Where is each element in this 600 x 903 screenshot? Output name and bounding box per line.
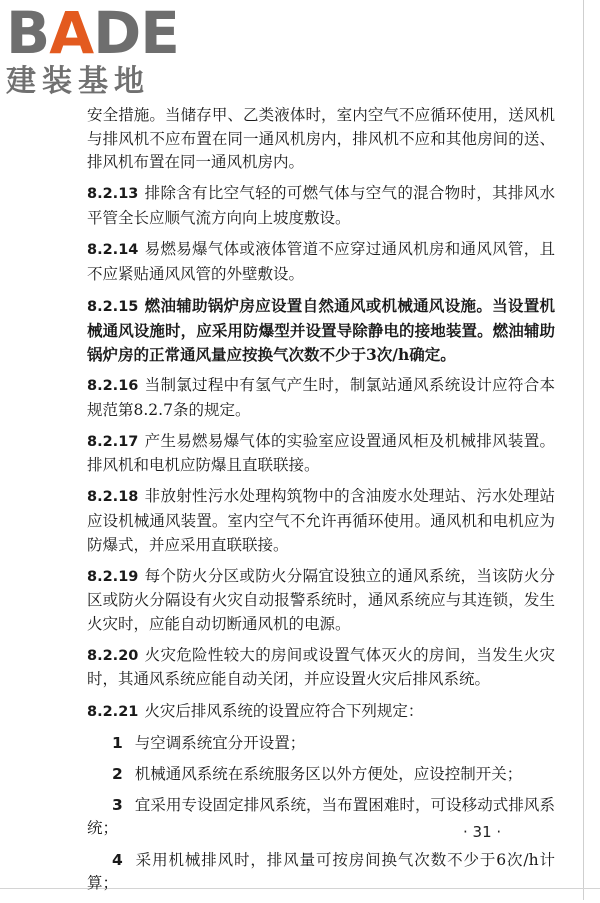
clause-text: 燃油辅助锅炉房应设置自然通风或机械通风设施。当设置机械通风设施时，应采用防爆型并设置导除静电的接地装置。燃油辅助锅炉房的正常通风量应按换气次数不少于3次/h确定。: [87, 295, 555, 364]
bade-logo: [6, 0, 206, 104]
clause-number: 8.2.14: [87, 241, 139, 258]
clause-8-2-17: [87, 430, 555, 478]
clause-text: 易燃易爆气体或液体管道不应穿过通风机房和通风风管，且不应紧贴通风风管的外壁敷设。: [87, 239, 555, 283]
list-item-text: 宜采用专设固定排风系统，当布置困难时，可设移动式排风系统；: [87, 795, 555, 838]
list-item-4: [87, 849, 555, 896]
clause-number: 8.2.17: [87, 433, 139, 450]
list-item-number: 4: [112, 850, 123, 869]
clause-8-2-15: [87, 294, 555, 367]
clause-number: 8.2.18: [87, 489, 139, 506]
list-item-number: 1: [112, 733, 123, 752]
list-item-text: 采用机械排风时，排风量可按房间换气次数不少于6次/h计算；: [87, 850, 555, 893]
clause-number: 8.2.13: [87, 186, 139, 203]
clause-number: 8.2.16: [87, 377, 139, 394]
clause-text: 火灾危险性较大的房间或设置气体灭火的房间，当发生火灾时，其通风系统应能自动关闭，并应设置火灾后排风系统。: [87, 645, 555, 689]
clause-text: 排除含有比空气轻的可燃气体与空气的混合物时，其排风水平管全长应顺气流方向向上坡度敷设。: [87, 184, 555, 227]
logo-wordmark: [6, 0, 206, 67]
clause-8-2-18: [87, 485, 555, 557]
page-edge-right: [583, 0, 584, 900]
clause-text: 当制氯过程中有氢气产生时，制氯站通风系统设计应符合本规范第8.2.7条的规定。: [87, 375, 555, 419]
document-body: [87, 104, 555, 903]
clause-8-2-14: [87, 238, 555, 286]
clause-text: 非放射性污水处理构筑物中的含油废水处理站、污水处理站应设机械通风装置。室内空气不允许再循环使用。通风机和电机应为防爆式，并应采用直联联接。: [87, 487, 555, 554]
logo-letters-de: DE: [93, 0, 179, 67]
list-item-number: 2: [112, 764, 123, 783]
list-item-number: 3: [112, 795, 123, 814]
logo-letter-a: A: [49, 0, 94, 67]
clause-text: 产生易燃易爆气体的实验室应设置通风柜及机械排风装置。排风机和电机应防爆且直联联接。: [87, 431, 555, 475]
clause-8-2-20: [87, 644, 555, 692]
logo-chinese-text: 建装基地: [6, 64, 150, 99]
clause-number: 8.2.15: [87, 298, 139, 315]
list-item-1: [87, 732, 555, 756]
clause-number: 8.2.21: [87, 703, 139, 720]
paragraph-continuation: 安全措施。当储存甲、乙类液体时，室内空气不应循环使用，送风机与排风机不应布置在同一通风机房内，排风机不应和其他房间的送、排风机布置在同一通风机房内。: [87, 106, 555, 172]
clause-text: 火灾后排风系统的设置应符合下列规定：: [144, 701, 424, 720]
clause-8-2-16: [87, 374, 555, 422]
clause-8-2-19: [87, 565, 555, 637]
clause-number: 8.2.19: [87, 568, 139, 585]
list-item-2: [87, 763, 555, 787]
list-item-text: 与空调系统宜分开设置；: [134, 733, 306, 752]
clause-number: 8.2.20: [87, 647, 139, 664]
clause-8-2-21: [87, 700, 555, 725]
list-item-text: 机械通风系统在系统服务区以外方便处，应设控制开关；: [134, 764, 523, 783]
clause-text: 每个防火分区或防火分隔宜设独立的通风系统，当该防火分区或防火分隔设有火灾自动报警系统时，通风系统应与其连锁，发生火灾时，应能自动切断通风机的电源。: [87, 566, 555, 633]
page-number: · 31 ·: [463, 823, 502, 841]
clause-8-2-13: [87, 182, 555, 230]
logo-letter-b: B: [6, 0, 50, 67]
